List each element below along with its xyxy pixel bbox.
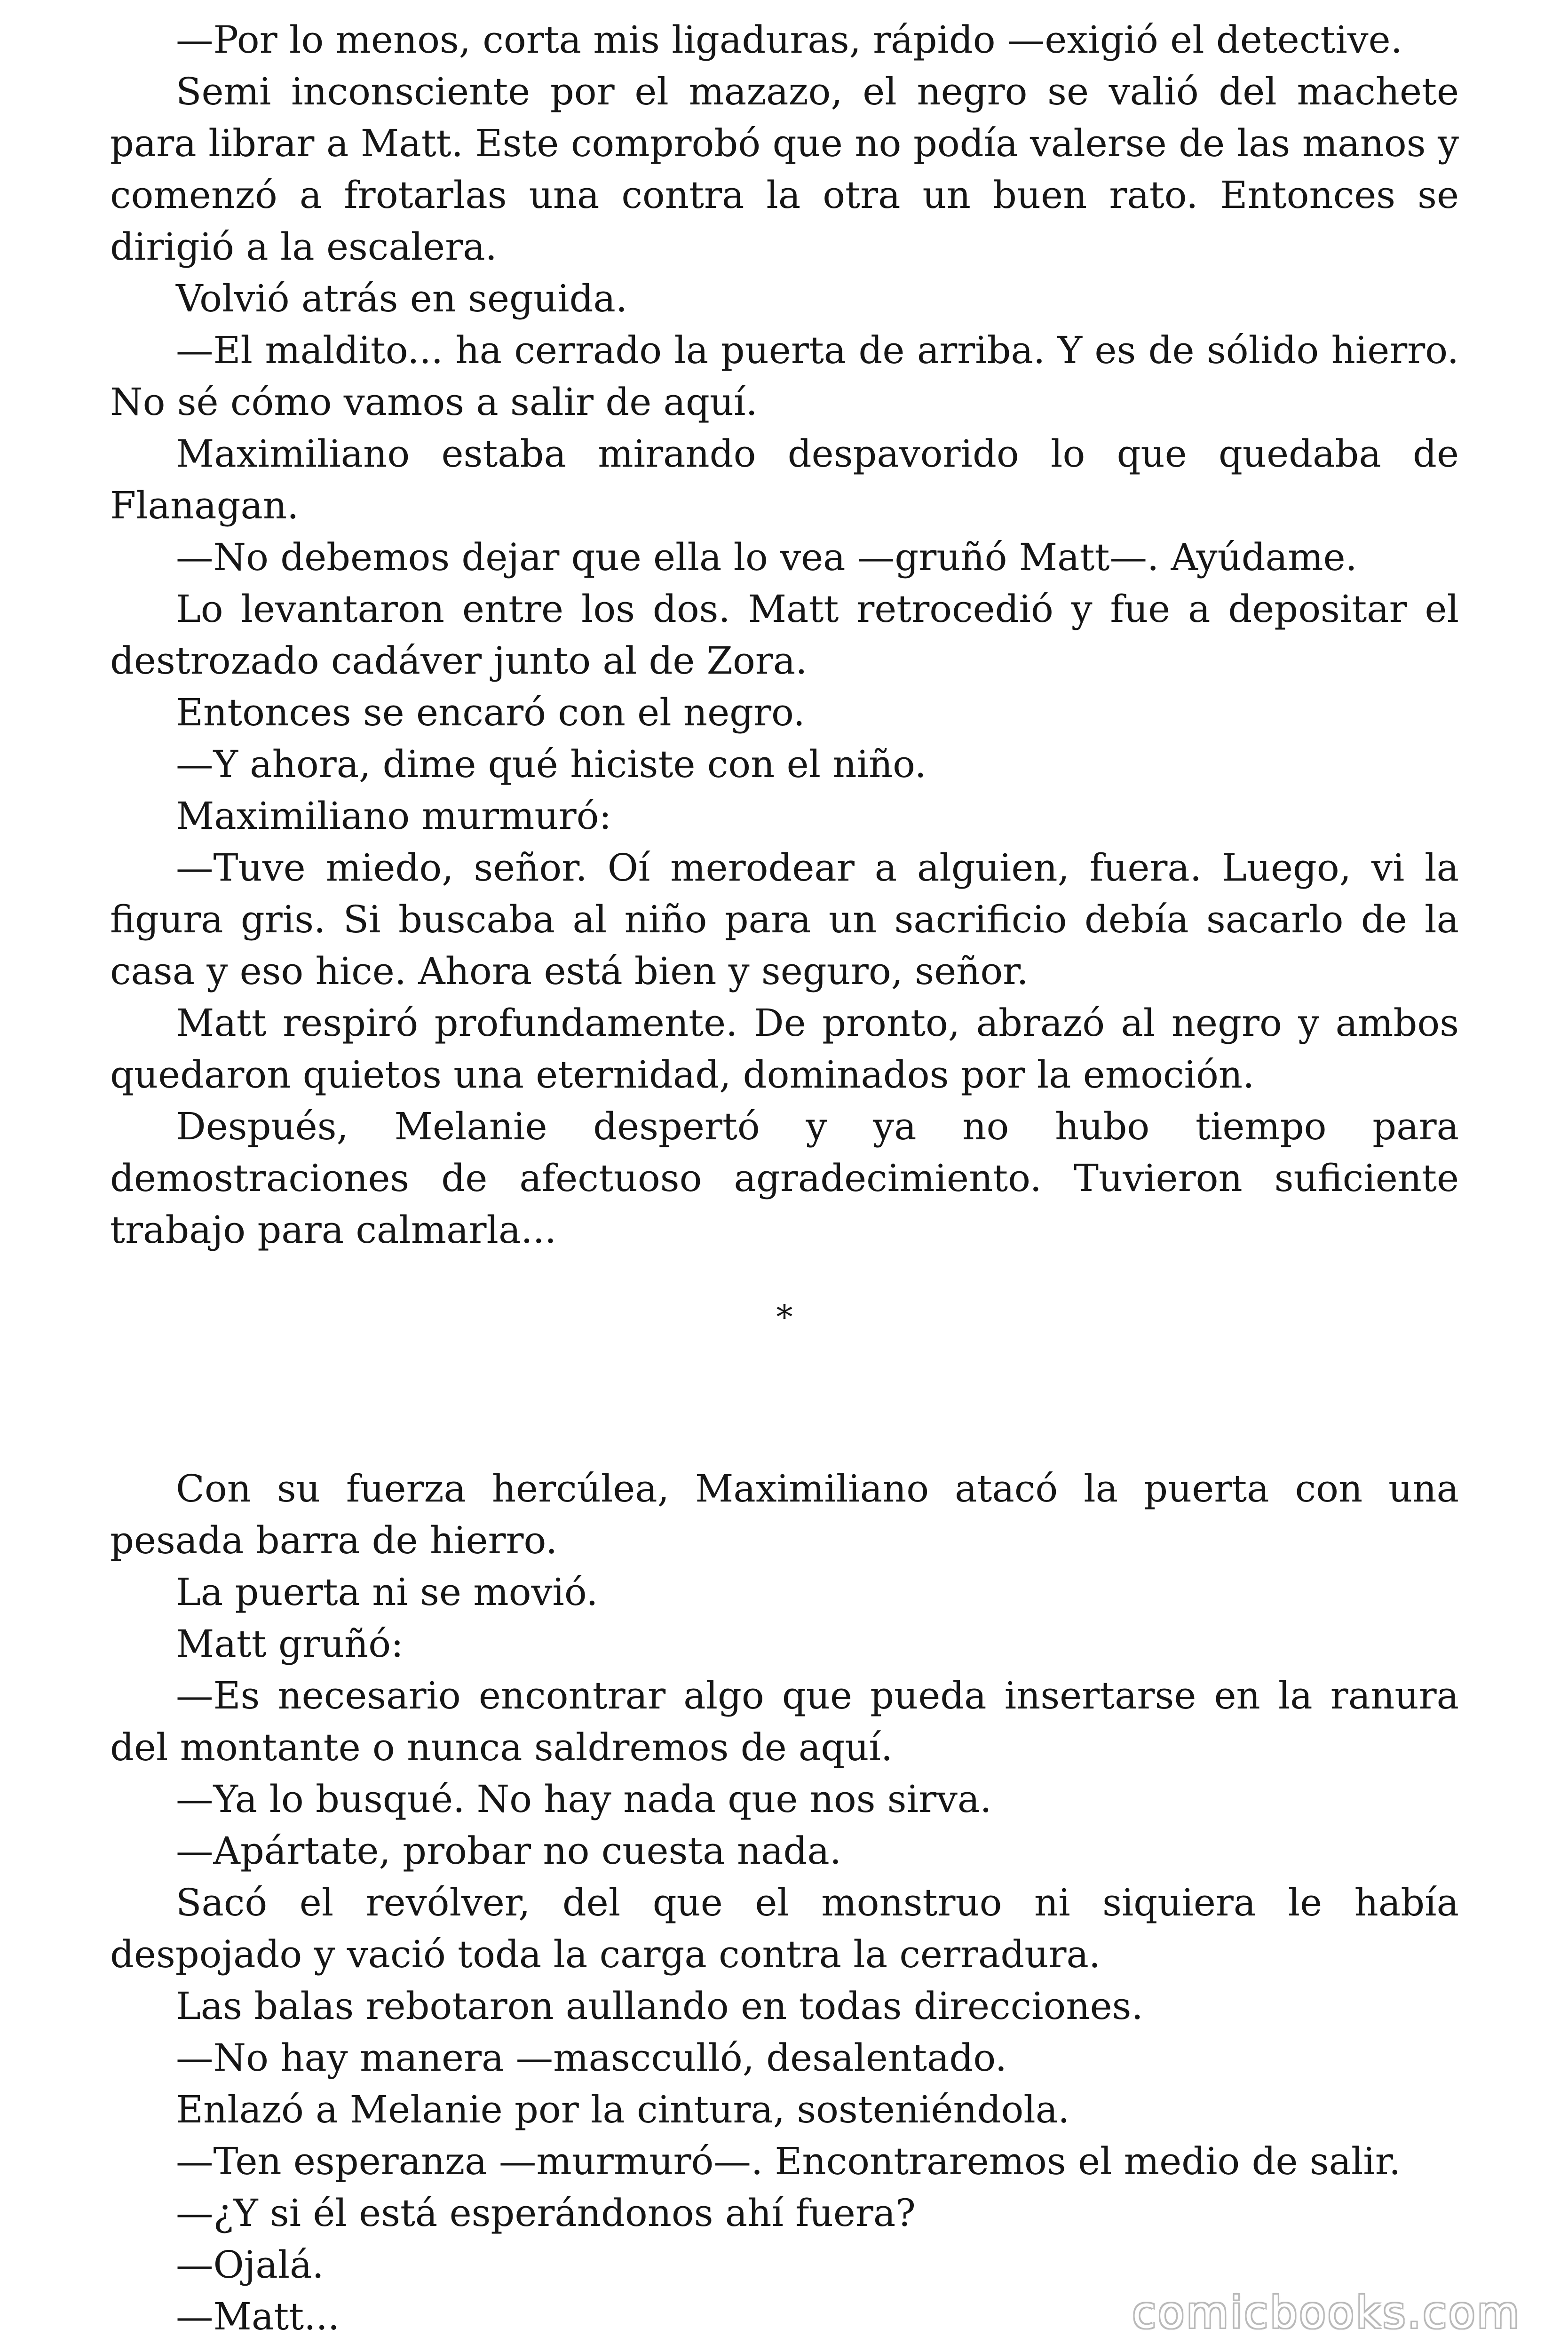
paragraph: —Es necesario encontrar algo que pueda insertarse en la ranura del montante o nunca saldremos de aquí. [110, 1674, 1459, 1769]
paragraph: Matt respiró profundamente. De pronto, abrazó al negro y ambos quedaron quietos una eternidad, dominados por la emoción. [110, 1001, 1459, 1097]
section-one [110, 14, 1459, 1256]
section-break-asterisk: * [776, 1298, 793, 1336]
paragraph: Sacó el revólver, del que el monstruo ni siquiera le había despojado y vació toda la carga contra la cerradura. [110, 1881, 1459, 1976]
paragraph: Entonces se encaró con el negro. [176, 691, 805, 734]
paragraph: —No hay manera —mascculló, desalentado. [176, 2036, 1007, 2080]
paragraph: Maximiliano murmuró: [176, 794, 612, 838]
paragraph: Enlazó a Melanie por la cintura, sosteniéndola. [176, 2088, 1070, 2131]
paragraph: —Apártate, probar no cuesta nada. [176, 1829, 842, 1873]
watermark: comicbooks.com [1132, 2288, 1521, 2338]
paragraph: Semi inconsciente por el mazazo, el negro se valió del machete para librar a Matt. Este comprobó que no podía valerse de las manos y comenzó a frotarlas una contra la otra un buen rato. Entonces se dirigió a la escalera. [110, 70, 1459, 269]
paragraph: —Y ahora, dime qué hiciste con el niño. [176, 742, 927, 786]
book-page [110, 14, 1459, 2343]
paragraph: —Ten esperanza —murmuró—. Encontraremos el medio de salir. [176, 2139, 1401, 2183]
section-two [110, 1463, 1459, 2343]
paragraph: —Por lo menos, corta mis ligaduras, rápido —exigió el detective. [176, 18, 1402, 62]
paragraph: Maximiliano estaba mirando despavorido lo que quedaba de Flanagan. [110, 432, 1459, 527]
paragraph: —Ojalá. [176, 2243, 324, 2287]
paragraph: —El maldito... ha cerrado la puerta de arriba. Y es de sólido hierro. No sé cómo vamos a salir de aquí. [110, 328, 1459, 424]
paragraph: —Matt... [176, 2295, 340, 2338]
paragraph: Lo levantaron entre los dos. Matt retrocedió y fue a depositar el destrozado cadáver junto al de Zora. [110, 587, 1459, 683]
paragraph: —Tuve miedo, señor. Oí merodear a alguien, fuera. Luego, vi la figura gris. Si buscaba al niño para un sacrificio debía sacarlo de la casa y eso hice. Ahora está bien y seguro, señor. [110, 846, 1459, 993]
paragraph: Después, Melanie despertó y ya no hubo tiempo para demostraciones de afectuoso agradecimiento. Tuvieron suficiente trabajo para calmarla... [110, 1104, 1459, 1252]
paragraph: Con su fuerza hercúlea, Maximiliano atacó la puerta con una pesada barra de hierro. [110, 1467, 1459, 1562]
paragraph: —¿Y si él está esperándonos ahí fuera? [176, 2191, 916, 2235]
paragraph: —Ya lo busqué. No hay nada que nos sirva. [176, 1777, 992, 1821]
paragraph: Volvió atrás en seguida. [176, 277, 628, 320]
paragraph: —No debemos dejar que ella lo vea —gruñó Matt—. Ayúdame. [176, 535, 1357, 579]
paragraph: La puerta ni se movió. [176, 1570, 598, 1614]
paragraph: Matt gruñó: [176, 1622, 404, 1666]
section-break [110, 1256, 1459, 1463]
paragraph: Las balas rebotaron aullando en todas direcciones. [176, 1984, 1143, 2028]
